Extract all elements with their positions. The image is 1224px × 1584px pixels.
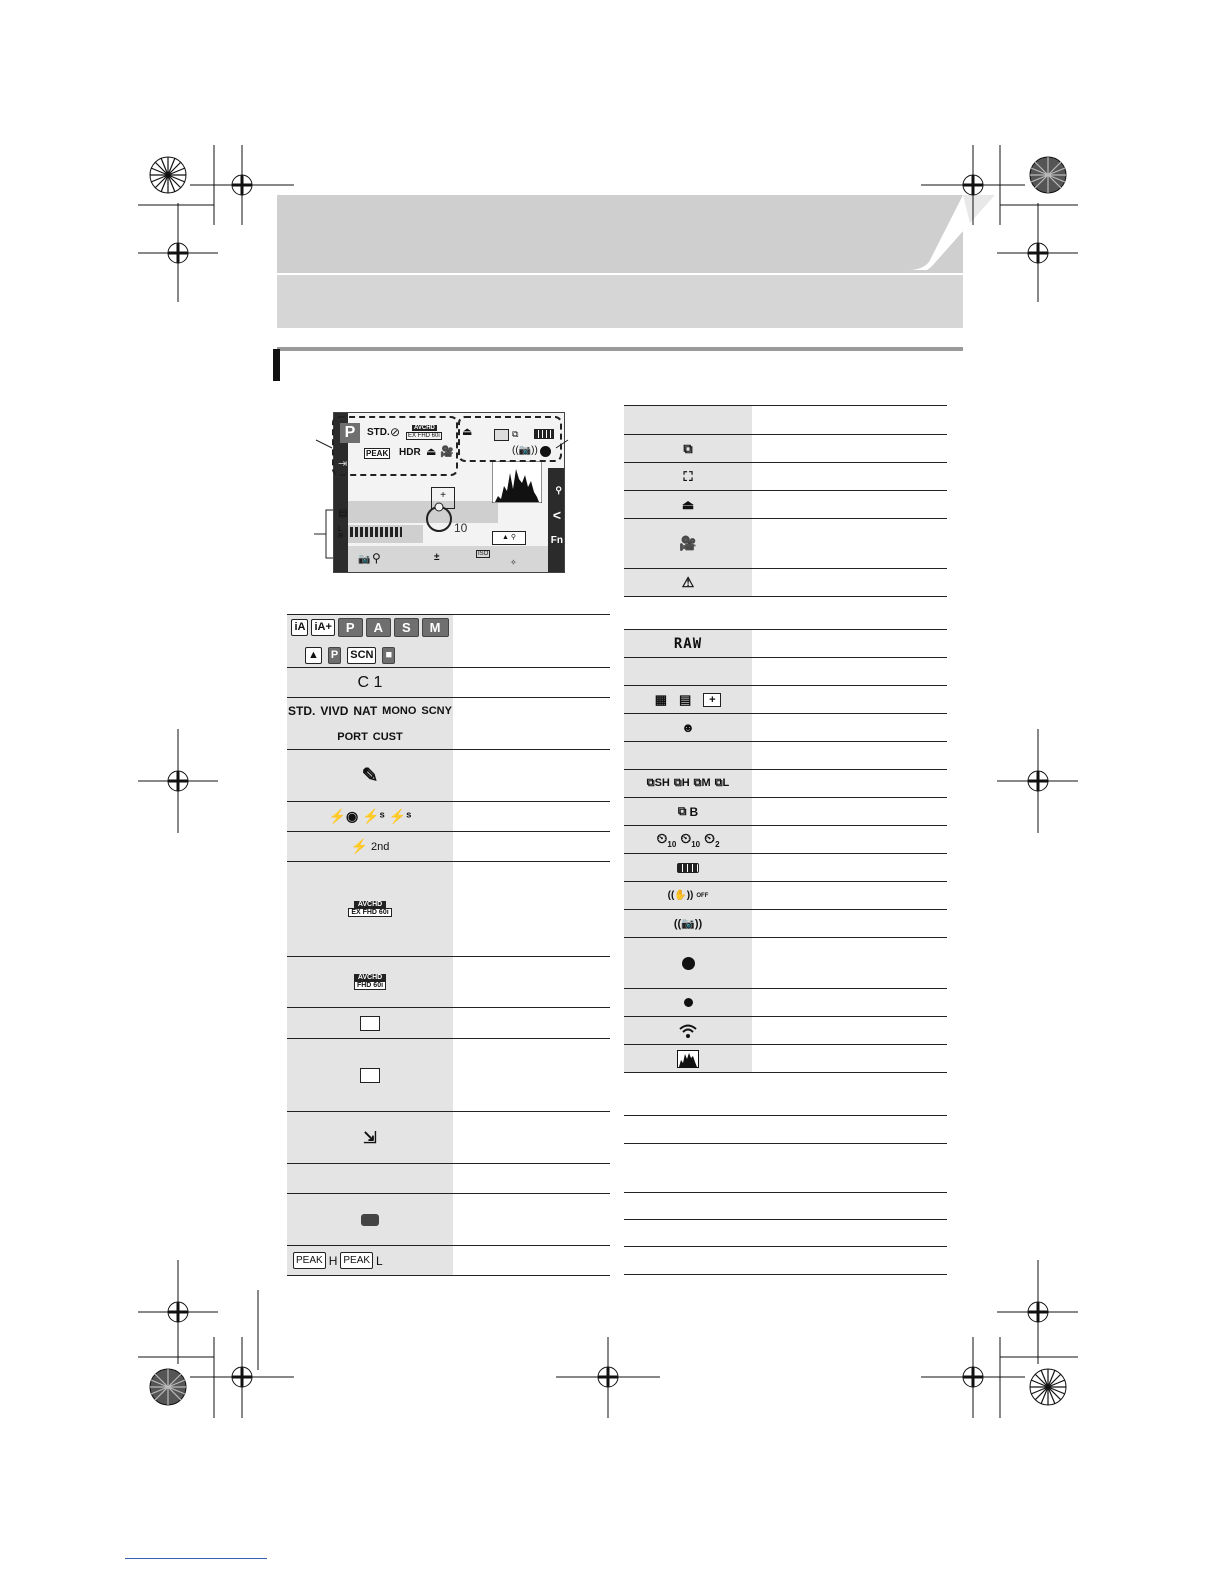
table-row [287, 861, 610, 956]
lcd-card-icon: ▤ [338, 508, 348, 519]
rosette-tl [150, 157, 186, 193]
avchd-quality: EX FHD 60i [408, 433, 440, 439]
empty-cell [287, 1164, 453, 1193]
mode-m-icon: M [422, 618, 449, 637]
timer-2-icon: $⏲_2$ [704, 830, 720, 849]
table-row [624, 405, 947, 434]
table-rule [624, 1143, 947, 1144]
camera-icon [361, 1214, 379, 1226]
lcd-input-icon: ⇥ [338, 458, 348, 470]
timer-10-icon: $⏲_{10}$ [656, 830, 677, 849]
timer-2-sub: 2 [715, 839, 720, 849]
table-row [624, 434, 947, 462]
wifi-cell [624, 1017, 752, 1044]
section-rule [277, 347, 963, 351]
flash-2nd-label: 2nd [371, 840, 390, 853]
avchd-quality-2: FHD 60i [354, 981, 386, 990]
stamp-icon: ⏏ [426, 446, 437, 458]
style-std: STD. [288, 703, 316, 718]
table-rule [624, 1246, 947, 1247]
table-row [624, 769, 947, 797]
touch-tab-arrow-icon: < [552, 507, 561, 523]
mode-a-icon: A [366, 618, 391, 637]
callout-leaders [310, 430, 580, 570]
stabilizer-off-label: OFF [696, 892, 709, 899]
burst-h-label: H [681, 777, 690, 789]
blank-frame-cell [287, 1008, 453, 1038]
header-band-top [277, 195, 963, 273]
flash-modes-icons: ⚡◉ ⚡ˢ ⚡ˢ [287, 802, 453, 831]
peak-l-label: L [376, 1253, 383, 1268]
touch-tab-fn: Fn [550, 535, 563, 546]
table-row [624, 741, 947, 769]
table-bottom-rule [287, 1275, 610, 1276]
raw-cell [624, 630, 752, 657]
table-row [624, 1016, 947, 1044]
table-row [624, 629, 947, 657]
empty-cell [624, 742, 752, 769]
face-detect-icon: ☻ [624, 714, 752, 741]
table-row [624, 596, 947, 629]
mode-movie-icon: ▲ [305, 647, 322, 664]
burst-h-icon: ⧉H [673, 777, 690, 789]
style-nat: NAT [353, 703, 378, 718]
af-mode-icons [624, 686, 752, 713]
overheat-icon: ⚠ [624, 569, 752, 596]
avchd-badge-2: AVCHD [354, 974, 386, 981]
flash-2nd-icon: ⚡ 2nd [287, 832, 453, 861]
timer-10-3-icon: $⏲_{10}$ [680, 830, 701, 849]
table-row [624, 462, 947, 490]
shutter-type-icon: ⏏ [624, 491, 752, 518]
table-row [287, 614, 610, 667]
burst-sh-icon: ⧉SH [646, 777, 670, 789]
table-rule [624, 1192, 947, 1193]
blank-frame-cell-2 [287, 1039, 453, 1111]
self-timer-icons [624, 826, 752, 853]
table-row [624, 853, 947, 881]
empty-cell [624, 658, 752, 685]
avchd-ex-badge: AVCHD [354, 901, 386, 908]
card-input-icon: ⇲ [287, 1112, 453, 1163]
af-multi-icon: ▦ [654, 691, 667, 707]
table-row [287, 801, 610, 831]
record-large-icon [682, 957, 695, 970]
table-rule [624, 1219, 947, 1220]
record-large-cell [624, 938, 752, 988]
bracket-label: B [689, 804, 699, 819]
af-single-icon: + [703, 693, 721, 707]
record-small-icon [684, 998, 693, 1007]
table-row [287, 1007, 610, 1038]
style-mono: MONO [382, 704, 417, 717]
burst-l-icon: ⧉L [714, 777, 730, 789]
photo-style-cell [287, 698, 453, 749]
mode-ia-icon: iA [291, 619, 308, 636]
mode-creative-icon: ■ [382, 647, 395, 664]
stabilizer-off-icon: ((✋)) [667, 890, 694, 901]
table-row [287, 749, 610, 801]
table-rule [624, 1072, 947, 1073]
frame-icon [360, 1016, 380, 1031]
mode-creative-p-icon: P [328, 647, 341, 664]
timer-count: 10 [454, 521, 468, 535]
table-row [624, 568, 947, 596]
table-row [624, 685, 947, 713]
style-cust: CUST [372, 731, 403, 744]
creative-control-icon: ✎ [287, 750, 453, 801]
peak-l-icon: PEAK [340, 1252, 373, 1269]
rosette-br [1030, 1369, 1066, 1405]
burst-icon: ⧉ [512, 429, 519, 439]
footer-link-underline [125, 1558, 267, 1559]
timer-10-3-sub: 10 [691, 839, 701, 849]
mode-ia-plus-icon: iA+ [311, 619, 334, 636]
mode-s-icon: S [394, 618, 419, 637]
touch-tab-icon: ⚲ [555, 485, 562, 495]
avchd-badge: AVCHD [414, 425, 435, 431]
bracket-cell [624, 798, 752, 825]
digital-zoom-icon: ⛶ [624, 463, 752, 490]
burst-icons [624, 770, 752, 797]
table-row [287, 667, 610, 697]
timer-10-sub: 10 [667, 839, 677, 849]
rosette-tr [1030, 157, 1066, 193]
style-port: PORT [337, 731, 368, 744]
table-row [624, 657, 947, 685]
stabilizer-icon: ((📷)) [624, 910, 752, 937]
style-scny: SCNY [421, 704, 452, 717]
table-row [287, 831, 610, 861]
battery-icon [677, 863, 699, 873]
raw-icon: RAW [673, 635, 703, 652]
table-rule [624, 1115, 947, 1116]
avchd-ex-quality: EX FHD 60i [348, 908, 391, 917]
table-row [287, 1111, 610, 1163]
stabilizer-icon: ((📷)) [512, 445, 538, 456]
avchd-cell [287, 957, 453, 1007]
avchd-ex-cell [287, 862, 453, 956]
stabilizer-off-cell [624, 882, 752, 909]
custom-mode-label: C 1 [287, 668, 453, 697]
rosette-bl [150, 1369, 186, 1405]
table-row [624, 988, 947, 1016]
camera-cell [287, 1194, 453, 1245]
mode-indicator: P [340, 423, 360, 443]
peak-h-label: H [328, 1253, 338, 1268]
movie-cam-icon: 🎥 [440, 446, 454, 458]
lcd-lr-label: L R [338, 526, 344, 540]
photo-style-indicator: STD. [367, 427, 390, 438]
table-row [624, 713, 947, 741]
wifi-icon [678, 1023, 698, 1039]
burst-m-icon: ⧉M [693, 777, 711, 789]
peaking-cell [287, 1246, 453, 1275]
burst-l-label: L [722, 777, 730, 789]
table-row [624, 490, 947, 518]
table-row [624, 909, 947, 937]
iso-indicator: ISO [478, 551, 489, 557]
battery-cell [624, 854, 752, 881]
record-small-cell [624, 989, 752, 1016]
mode-scn-icon: SCN [347, 647, 376, 664]
hdr-indicator: HDR [399, 447, 421, 458]
burst-sh-label: SH [654, 777, 670, 789]
right-icon-table [624, 405, 947, 1275]
exposure-comp-icon: ± [434, 552, 440, 563]
af-list-icon: ▤ [679, 691, 692, 707]
peaking-indicator: PEAK [366, 449, 389, 458]
quality-icon: ⏏ [462, 426, 473, 438]
table-row [287, 697, 610, 749]
lcd-sparkle-icon: ✧ [510, 558, 517, 567]
wb-icon: ⚲ [372, 551, 381, 565]
table-row [287, 1193, 610, 1245]
mode-p-icon: P [338, 618, 363, 637]
burst-m-label: M [701, 777, 711, 789]
table-row [624, 937, 947, 988]
empty-cell [624, 406, 752, 434]
multi-exposure-icon: ⧉ [624, 435, 752, 462]
table-row [624, 825, 947, 853]
af-area: + [431, 487, 455, 509]
left-icon-table [287, 614, 610, 1275]
table-row [287, 956, 610, 1007]
table-row [287, 1245, 610, 1275]
table-row [624, 797, 947, 825]
photo-movie-icon: 🎥 [624, 519, 752, 568]
camera-small-icon: 📷 [358, 554, 371, 565]
frame-icon-2 [360, 1068, 380, 1083]
focus-button-icon: ▲ ⚲ [492, 531, 526, 545]
histogram-cell [624, 1045, 752, 1072]
table-rule [624, 1274, 947, 1275]
table-row [287, 1163, 610, 1193]
peak-h-icon: PEAK [293, 1252, 326, 1269]
histogram-icon [677, 1050, 699, 1068]
style-vivd: VIVD [320, 703, 349, 718]
mode-icons-cell [287, 615, 453, 667]
section-marker [273, 349, 280, 381]
table-row [287, 1038, 610, 1111]
flash-off-icon: ⊘ [390, 425, 401, 439]
header-band-bottom [277, 275, 963, 328]
header-fold-curve [895, 190, 995, 270]
bracket-icon: ⧉ [677, 804, 687, 818]
table-row [624, 881, 947, 909]
table-row [624, 1044, 947, 1072]
table-row [624, 518, 947, 568]
